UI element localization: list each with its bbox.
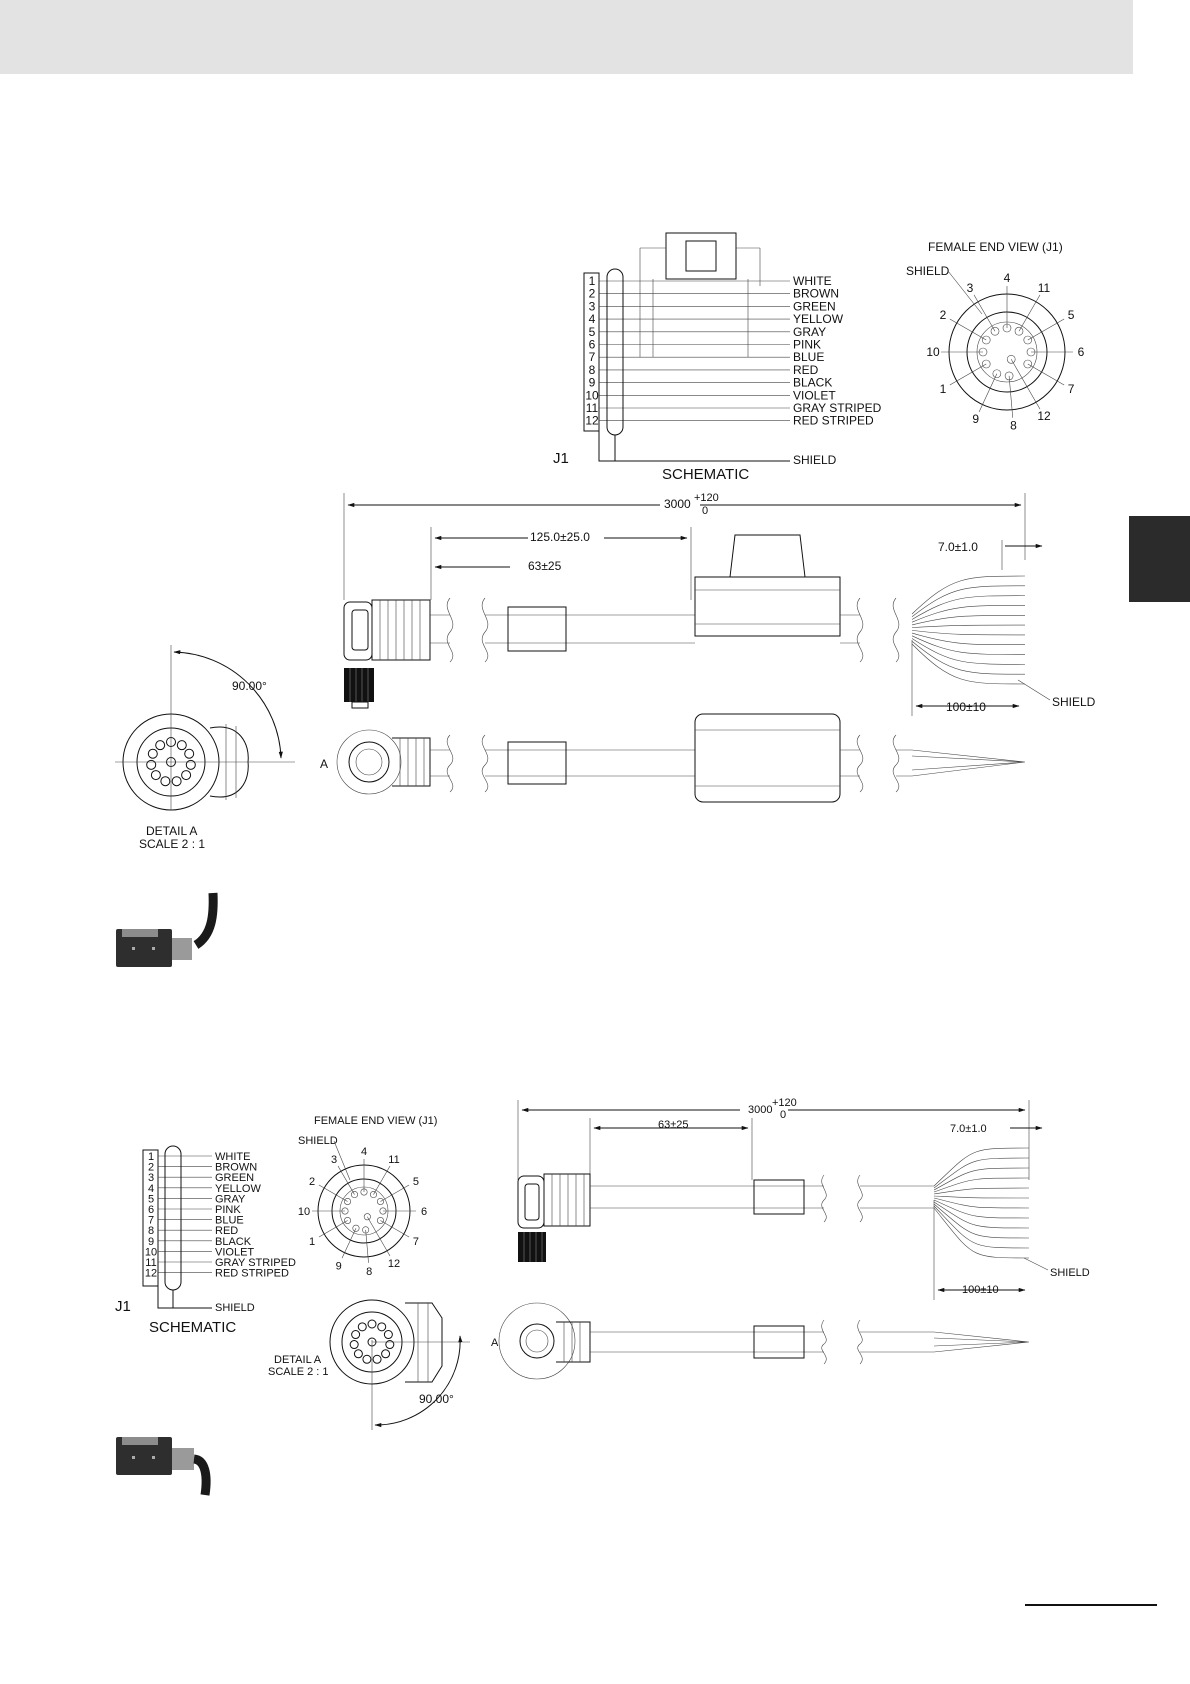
detail-2-title: DETAIL A	[274, 1354, 322, 1366]
schematic-1-pin-numbers	[585, 274, 599, 428]
schematic-pin-6: 6	[588, 337, 596, 352]
schematic-pin-1: 1	[147, 1151, 155, 1163]
schematic-pin-12: 12	[144, 1267, 158, 1280]
schematic-pin-11: 11	[145, 1257, 157, 1269]
end-view-2	[298, 1115, 438, 1278]
dim-1-tol-upper: +120	[694, 492, 719, 504]
end-view-pin-8: 8	[366, 1265, 373, 1278]
end-view-pin-3: 3	[966, 280, 974, 295]
end-view-pin-10: 10	[926, 345, 940, 359]
detail-2-scale: SCALE 2 : 1	[268, 1366, 329, 1378]
schematic-wire-label: YELLOW	[793, 312, 844, 327]
detail-1-title: DETAIL A	[146, 824, 198, 838]
diagram1	[115, 233, 1096, 967]
schematic-wire-label: PINK	[793, 337, 822, 352]
end-view-pin-8: 8	[1010, 418, 1017, 433]
schematic-wire-label: RED	[215, 1225, 239, 1238]
cable-side-view-1	[344, 535, 1025, 708]
detail-1-angle: 90.00°	[232, 679, 267, 693]
end-view-pin-1: 1	[939, 382, 947, 396]
schematic-wire-label: BLUE	[793, 350, 825, 365]
detail-a-1	[115, 645, 295, 851]
wire-fan-1	[912, 576, 1025, 684]
diagram2	[115, 1097, 1090, 1495]
dim-2-breakout: 100±10	[962, 1284, 999, 1296]
schematic-pin-8: 8	[588, 362, 596, 377]
detail-1-scale: SCALE 2 : 1	[139, 837, 206, 851]
end-view-1-shield-label: SHIELD	[906, 264, 950, 278]
end-view-pin-4: 4	[1003, 271, 1011, 285]
schematic-wire-label: GRAY	[215, 1193, 246, 1206]
dim-1-ferrite-offset: 125.0±25.0	[530, 530, 590, 544]
end-view-pin-7: 7	[1067, 382, 1075, 396]
detail-1-view-marker: A	[320, 757, 329, 771]
dim-1-shield-label: SHIELD	[1052, 695, 1096, 709]
detail-a-2	[268, 1300, 470, 1430]
dim-2-overall: 3000	[748, 1104, 773, 1116]
end-view-pin-6: 6	[1077, 345, 1085, 359]
dim-1-strip-length: 7.0±1.0	[938, 540, 978, 554]
schematic-wire-label: RED	[793, 362, 819, 377]
end-view-1-pins	[926, 271, 1084, 433]
schematic-pin-2: 2	[588, 286, 596, 301]
schematic-pin-7: 7	[147, 1214, 155, 1227]
schematic-wire-label: BROWN	[215, 1161, 258, 1174]
end-view-1	[906, 240, 1085, 433]
end-view-pin-12: 12	[387, 1257, 401, 1270]
wire-fan-2	[934, 1148, 1029, 1258]
schematic-2-title: SCHEMATIC	[149, 1319, 237, 1336]
schematic-1	[553, 233, 882, 483]
dim-2-tol-upper: +120	[772, 1097, 797, 1109]
schematic-wire-label: RED STRIPED	[793, 413, 874, 428]
schematic-pin-8: 8	[147, 1225, 155, 1238]
end-view-2-title: FEMALE END VIEW (J1)	[314, 1115, 438, 1127]
schematic-wire-label: WHITE	[793, 274, 832, 288]
schematic-wire-label: RED STRIPED	[215, 1267, 289, 1280]
end-view-pin-4: 4	[360, 1146, 368, 1158]
end-view-pin-2: 2	[308, 1176, 316, 1188]
end-view-pin-12: 12	[1037, 409, 1051, 424]
schematic-2-shield-label: SHIELD	[215, 1302, 255, 1314]
dim-2-shield-label: SHIELD	[1050, 1267, 1090, 1279]
cable-top-view-2	[491, 1303, 1029, 1379]
schematic-pin-1: 1	[588, 274, 596, 288]
schematic-wire-label: VIOLET	[793, 388, 836, 403]
schematic-pin-4: 4	[147, 1182, 155, 1195]
end-view-pin-9: 9	[972, 412, 980, 427]
dim-2-strip-length: 7.0±1.0	[950, 1123, 987, 1135]
schematic-wire-label: GRAY	[793, 324, 827, 339]
product-photo-2	[116, 1437, 206, 1495]
dim-2-tol-lower: 0	[780, 1109, 787, 1121]
end-view-pin-5: 5	[412, 1176, 420, 1188]
schematic-wire-label: GRAY STRIPED	[215, 1257, 296, 1269]
cable-side-view-2	[518, 1148, 1029, 1262]
end-view-pin-6: 6	[420, 1206, 428, 1218]
schematic-2-wire-labels	[158, 1151, 296, 1280]
schematic-wire-label: BLACK	[793, 375, 833, 390]
schematic-pin-5: 5	[588, 324, 596, 339]
end-view-pin-2: 2	[939, 308, 947, 322]
schematic-pin-3: 3	[588, 299, 596, 314]
schematic-pin-5: 5	[147, 1193, 155, 1206]
end-view-pin-11: 11	[1037, 280, 1051, 295]
schematic-1-title: SCHEMATIC	[662, 466, 750, 483]
schematic-wire-label: GREEN	[793, 299, 836, 314]
schematic-1-shield-label: SHIELD	[793, 453, 837, 467]
schematic-pin-10: 10	[144, 1246, 158, 1259]
end-view-pin-11: 11	[388, 1154, 400, 1167]
schematic-pin-11: 11	[585, 401, 599, 415]
dim-2-label-offset: 63±25	[658, 1119, 689, 1131]
detail-2-view-marker: A	[491, 1337, 499, 1349]
end-view-pin-1: 1	[308, 1236, 316, 1248]
schematic-pin-3: 3	[147, 1172, 155, 1185]
schematic-wire-label: GREEN	[215, 1172, 255, 1185]
detail-2-angle: 90.00°	[419, 1392, 454, 1406]
end-view-pin-10: 10	[297, 1206, 311, 1218]
schematic-wire-label: GRAY STRIPED	[793, 401, 882, 415]
schematic-pin-6: 6	[147, 1204, 155, 1216]
dim-1-overall: 3000	[664, 497, 691, 511]
schematic-pin-9: 9	[588, 375, 596, 390]
schematic-1-connector-label: J1	[553, 450, 569, 467]
end-view-2-shield-label: SHIELD	[298, 1135, 338, 1147]
end-view-pin-3: 3	[330, 1154, 338, 1167]
schematic-pin-7: 7	[588, 350, 596, 365]
dimensions-1	[344, 492, 1096, 716]
schematic-wire-label: PINK	[215, 1204, 241, 1216]
schematic-wire-label: BLACK	[215, 1235, 252, 1248]
schematic-wire-label: BROWN	[793, 286, 839, 301]
schematic-wire-label: BLUE	[215, 1214, 244, 1227]
schematic-pin-10: 10	[585, 388, 599, 403]
end-view-1-title: FEMALE END VIEW (J1)	[928, 240, 1063, 254]
schematic-pin-4: 4	[588, 312, 596, 327]
schematic-pin-2: 2	[147, 1161, 155, 1174]
product-photo-1	[116, 893, 213, 967]
end-view-pin-5: 5	[1067, 308, 1075, 322]
dim-1-tol-lower: 0	[702, 505, 709, 517]
schematic-wire-label: VIOLET	[215, 1246, 255, 1259]
schematic-pin-12: 12	[585, 413, 599, 428]
dim-1-breakout: 100±10	[946, 700, 986, 714]
schematic-1-wire-labels	[599, 274, 882, 428]
dim-1-label-offset: 63±25	[528, 559, 562, 573]
schematic-2-pin-numbers	[145, 1151, 157, 1280]
cable-top-view-1	[320, 714, 1025, 802]
schematic-wire-label: YELLOW	[215, 1182, 261, 1195]
end-view-2-pins	[298, 1146, 427, 1278]
schematic-2	[115, 1146, 296, 1336]
end-view-pin-7: 7	[412, 1236, 420, 1248]
end-view-pin-9: 9	[335, 1260, 342, 1273]
schematic-wire-label: WHITE	[215, 1151, 251, 1163]
schematic-pin-9: 9	[147, 1235, 155, 1248]
schematic-2-connector-label: J1	[115, 1298, 131, 1315]
